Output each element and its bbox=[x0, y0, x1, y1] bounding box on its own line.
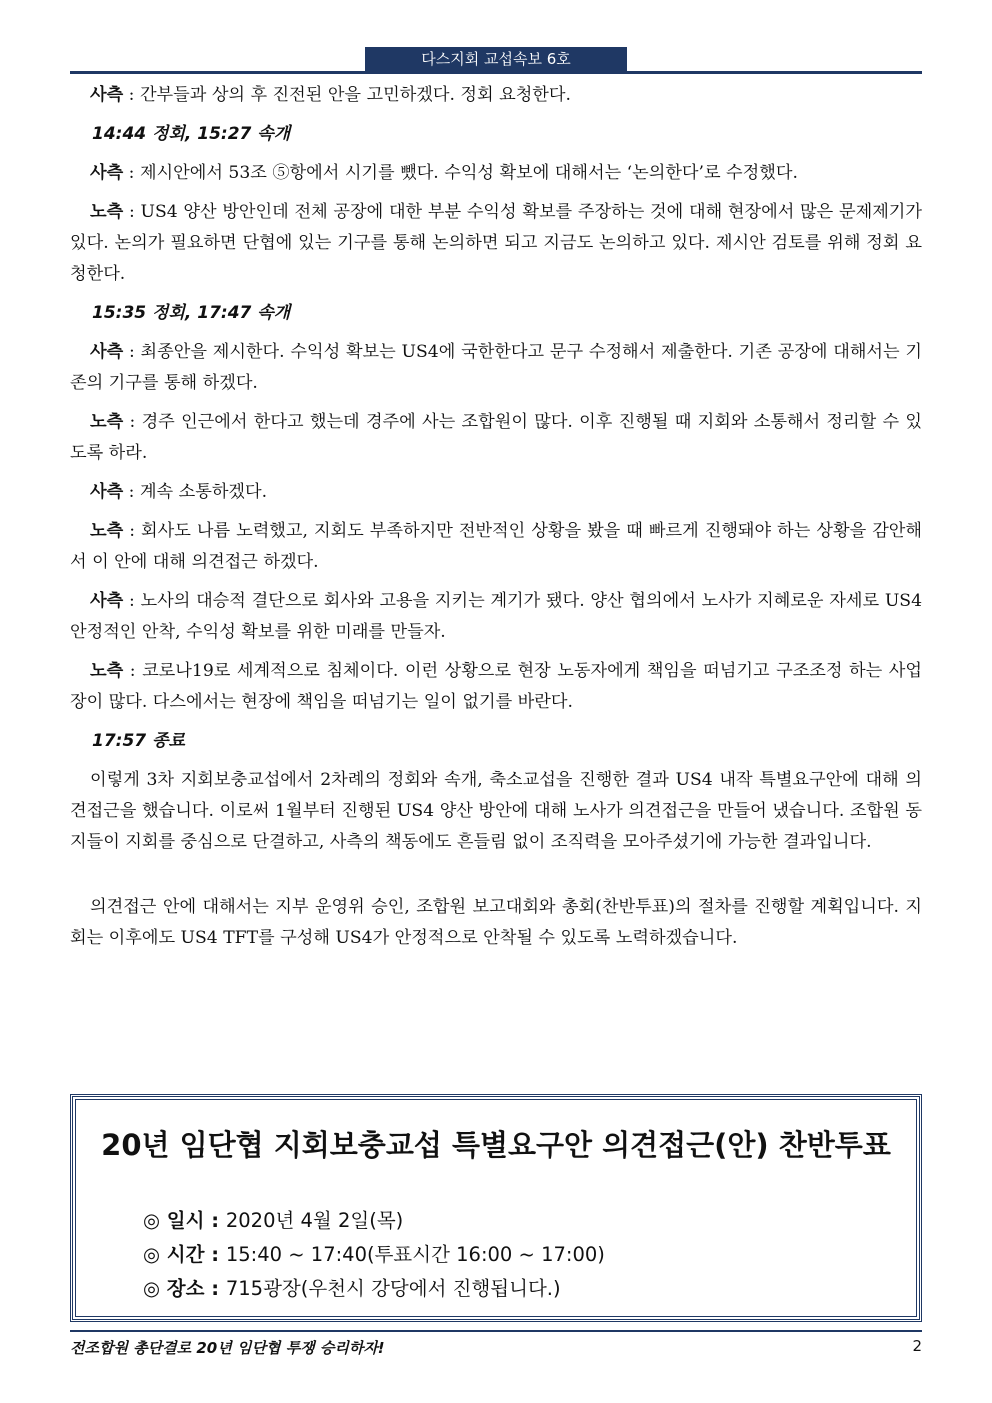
vote-time-value: 15:40 ~ 17:40(투표시간 16:00 ~ 17:00) bbox=[225, 1243, 605, 1266]
speaker-label: 사측 bbox=[90, 85, 124, 105]
speech-paragraph bbox=[70, 656, 922, 718]
speech-text: 계속 소통하겠다. bbox=[139, 482, 268, 502]
speaker-label: 사측 bbox=[90, 482, 124, 502]
speech-text: 제시안에서 53조 ⑤항에서 시기를 뺐다. 수익성 확보에 대해서는 ‘논의한다’로 수정했다. bbox=[139, 163, 798, 183]
speaker-separator: : bbox=[123, 85, 140, 105]
paragraph-spacer bbox=[70, 866, 922, 892]
vote-place-value: 715광장(우천시 강당에서 진행됩니다.) bbox=[225, 1277, 561, 1300]
speaker-label: 노측 bbox=[90, 661, 124, 681]
summary-paragraph: 의견접근 안에 대해서는 지부 운영위 승인, 조합원 보고대회와 총회(찬반투표)의 절차를 진행할 계획입니다. 지회는 이후에도 US4 TFT를 구성해 US4가 안정적으로 안착될 수 있도록 노력하겠습니다. bbox=[70, 897, 922, 948]
speech-paragraph bbox=[70, 158, 922, 189]
footer-divider bbox=[70, 1330, 922, 1332]
vote-time bbox=[143, 1239, 605, 1267]
speech-paragraph bbox=[70, 197, 922, 290]
vote-date bbox=[143, 1205, 403, 1233]
page-number: 2 bbox=[912, 1337, 922, 1355]
speaker-separator: : bbox=[123, 342, 141, 362]
speaker-label: 노측 bbox=[90, 202, 124, 222]
speaker-label: 사측 bbox=[90, 163, 124, 183]
header-divider bbox=[70, 71, 922, 74]
vote-date-label: ◎ 일시 : bbox=[143, 1209, 226, 1232]
vote-place bbox=[143, 1273, 561, 1301]
speech-text: 최종안을 제시한다. 수익성 확보는 US4에 국한한다고 문구 수정해서 제출한다. 기존 공장에 대해서는 기존의 기구를 통해 하겠다. bbox=[70, 342, 923, 393]
speech-text: 노사의 대승적 결단으로 회사와 고용을 지키는 계기가 됐다. 양산 협의에서 노사가 지혜로운 자세로 US4 안정적인 안착, 수익성 확보를 위한 미래를 만들자. bbox=[70, 591, 923, 642]
vote-time-label: ◎ 시간 : bbox=[143, 1243, 226, 1266]
speaker-label: 사측 bbox=[90, 342, 124, 362]
speaker-separator: : bbox=[123, 163, 140, 183]
speech-text: 회사도 나름 노력했고, 지회도 부족하지만 전반적인 상황을 봤을 때 빠르게 진행돼야 하는 상황을 감안해서 이 안에 대해 의견접근 하겠다. bbox=[70, 521, 923, 572]
newsletter-header-title: 다스지회 교섭속보 6호 bbox=[365, 47, 627, 72]
speech-text: 코로나19로 세계적으로 침체이다. 이런 상황으로 현장 노동자에게 책임을 떠넘기고 구조조정 하는 사업장이 많다. 다스에서는 현장에 책임을 떠넘기는 일이 없기를 바란다. bbox=[70, 661, 922, 712]
speech-paragraph bbox=[70, 407, 922, 469]
speech-paragraph bbox=[70, 477, 922, 508]
speaker-separator: : bbox=[123, 412, 142, 432]
vote-notice-box bbox=[70, 1094, 922, 1322]
speaker-label: 노측 bbox=[90, 412, 124, 432]
time-stamp: 17:57 종료 bbox=[92, 731, 185, 751]
time-stamp: 14:44 정회, 15:27 속개 bbox=[92, 124, 291, 144]
speech-paragraph bbox=[70, 516, 922, 578]
summary-paragraph: 이렇게 3차 지회보충교섭에서 2차례의 정회와 속개, 축소교섭을 진행한 결과 US4 내작 특별요구안에 대해 의견접근을 했습니다. 이로써 1월부터 진행된 US4 양산 방안에 대해 노사가 의견접근을 만들어 냈습니다. 조합원 동지들이 지회를 중심으로 단결하고, 사측의 책동에도 흔들림 없이 조직력을 모아주셨기에 가능한 결과입니다. bbox=[70, 770, 922, 852]
speech-paragraph bbox=[70, 586, 922, 648]
speaker-label: 사측 bbox=[90, 591, 124, 611]
speaker-separator: : bbox=[123, 591, 141, 611]
speech-text: US4 양산 방안인데 전체 공장에 대한 부분 수익성 확보를 주장하는 것에 대해 현장에서 많은 문제제기가 있다. 논의가 필요하면 단협에 있는 기구를 통해 논의하면 되고 지금도 논의하고 있다. 제시안 검토를 위해 정회 요청한다. bbox=[70, 202, 922, 284]
vote-notice-title: 20년 임단협 지회보충교섭 특별요구안 의견접근(안) 찬반투표 bbox=[101, 1128, 891, 1162]
document-body bbox=[70, 80, 922, 962]
speaker-separator: : bbox=[123, 202, 141, 222]
vote-place-label: ◎ 장소 : bbox=[143, 1277, 226, 1300]
time-stamp: 15:35 정회, 17:47 속개 bbox=[92, 303, 291, 323]
speaker-separator: : bbox=[123, 661, 143, 681]
speech-paragraph bbox=[70, 80, 922, 111]
speech-paragraph bbox=[70, 337, 922, 399]
speech-text: 간부들과 상의 후 진전된 안을 고민하겠다. 정회 요청한다. bbox=[139, 85, 571, 105]
footer-slogan: 전조합원 총단결로 20년 임단협 투쟁 승리하자! bbox=[70, 1339, 385, 1357]
vote-date-value: 2020년 4월 2일(목) bbox=[225, 1209, 404, 1232]
speech-text: 경주 인근에서 한다고 했는데 경주에 사는 조합원이 많다. 이후 진행될 때 지회와 소통해서 정리할 수 있도록 하라. bbox=[70, 412, 922, 463]
speaker-separator: : bbox=[123, 482, 140, 502]
speaker-separator: : bbox=[123, 521, 142, 541]
speaker-label: 노측 bbox=[90, 521, 124, 541]
